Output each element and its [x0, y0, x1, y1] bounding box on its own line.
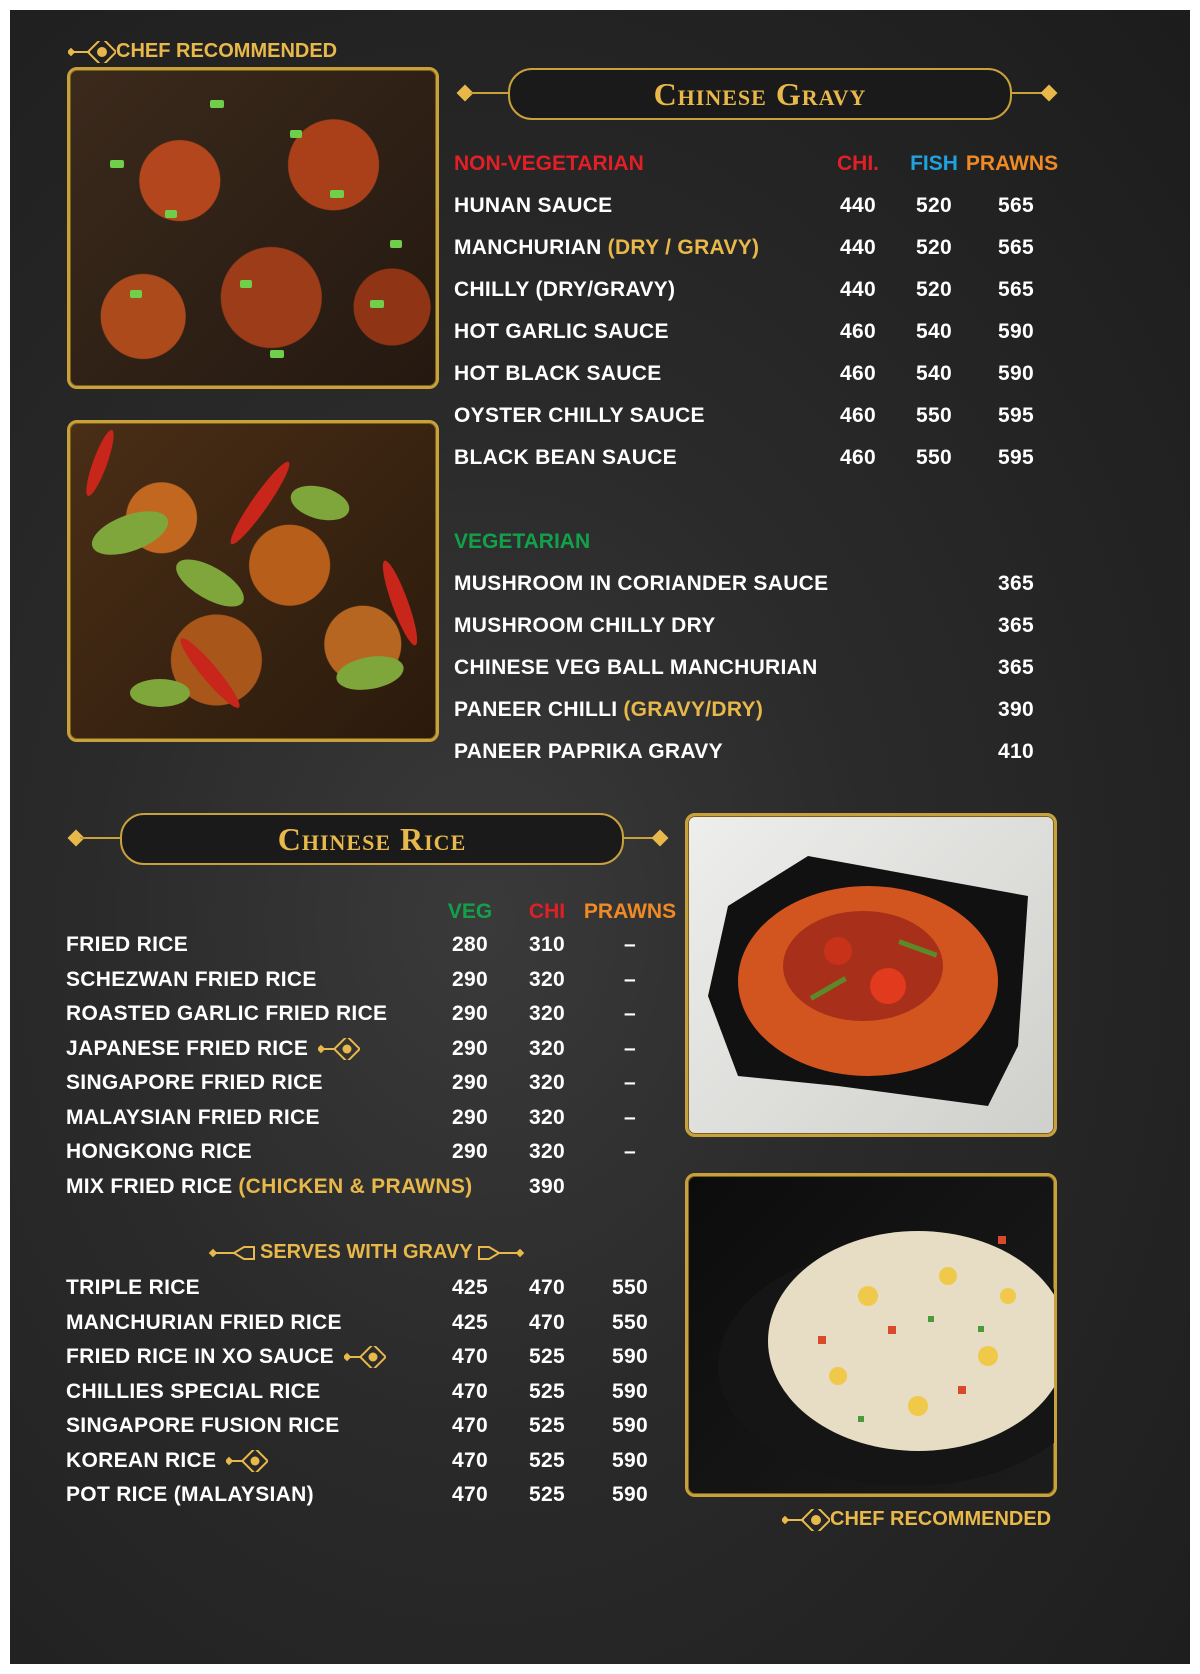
price-prawns: – — [624, 967, 636, 991]
price-prawns: – — [624, 1105, 636, 1129]
chef-badge-icon — [68, 41, 116, 63]
item-name: CHINESE VEG BALL MANCHURIAN — [454, 656, 818, 679]
item-name: FRIED RICE IN XO SAUCE — [66, 1345, 334, 1368]
item-name-row — [454, 572, 828, 596]
price-prawns: – — [624, 933, 636, 956]
price-fish: 550 — [916, 446, 952, 469]
price-prawns: 590 — [612, 1379, 648, 1403]
price-chi: 440 — [840, 236, 876, 259]
item-name: MUSHROOM IN CORIANDER SAUCE — [454, 572, 829, 595]
item-name: HOT GARLIC SAUCE — [454, 320, 669, 343]
rice-banner-diamond-right — [652, 830, 669, 847]
item-name-row — [454, 404, 705, 428]
price-veg: 470 — [452, 1379, 488, 1403]
price-prawns: – — [624, 1071, 636, 1094]
ornament-right-icon — [477, 1243, 525, 1263]
ornament-left-icon — [208, 1243, 256, 1263]
item-name: FRIED RICE — [66, 933, 189, 956]
price-prawns: 590 — [998, 362, 1034, 385]
price-prawns: 565 — [998, 278, 1034, 301]
price-chi: 460 — [840, 446, 876, 469]
veg-label: VEGETARIAN — [454, 530, 591, 553]
item-name-row — [66, 1483, 314, 1507]
item-name: ROASTED GARLIC FRIED RICE — [66, 1002, 388, 1025]
item-name-row — [66, 1276, 200, 1300]
item-name: MUSHROOM CHILLY DRY — [454, 614, 716, 637]
price-chi: 460 — [840, 362, 876, 385]
item-name: BLACK BEAN SAUCE — [454, 446, 677, 469]
price-chi: 320 — [529, 967, 565, 991]
item-name-row — [454, 446, 677, 470]
price-chi: 390 — [529, 1174, 565, 1198]
dish-photo-chilli — [67, 420, 439, 742]
item-note: (GRAVY/DRY) — [623, 698, 764, 721]
price: 410 — [998, 740, 1034, 763]
rice-col-header-chi: CHI — [528, 900, 566, 923]
chef-badge-icon — [344, 1346, 386, 1368]
serves-with-gravy-label: SERVES WITH GRAVY — [260, 1241, 473, 1263]
col-header-fish: FISH — [910, 152, 958, 175]
price-veg: 280 — [452, 933, 488, 956]
item-name-row — [454, 740, 723, 764]
price-veg: 470 — [452, 1414, 488, 1437]
item-note: (CHICKEN & PRAWNS) — [238, 1174, 473, 1198]
rice-banner-line-left — [80, 837, 122, 839]
section-title-rice: Chinese Rice — [277, 820, 467, 857]
item-name: PANEER PAPRIKA GRAVY — [454, 740, 723, 763]
col-header-prawns: PRAWNS — [965, 152, 1059, 175]
item-name: CHILLIES SPECIAL RICE — [66, 1379, 321, 1403]
item-name-row — [454, 278, 675, 302]
item-name: TRIPLE RICE — [66, 1276, 200, 1299]
price-veg: 290 — [452, 967, 488, 991]
price-chi: 440 — [840, 278, 876, 301]
item-note: (DRY / GRAVY) — [607, 236, 760, 259]
item-name-row — [66, 1311, 342, 1335]
serves-with-gravy-divider — [208, 1241, 525, 1264]
item-name: HUNAN SAUCE — [454, 194, 613, 217]
item-name-row — [454, 236, 759, 260]
price-veg: 290 — [452, 1002, 488, 1025]
nonveg-label: NON-VEGETARIAN — [454, 152, 644, 175]
price-veg: 470 — [452, 1345, 488, 1368]
price-veg: 470 — [452, 1483, 488, 1506]
price: 390 — [998, 698, 1034, 721]
item-name: SINGAPORE FUSION RICE — [66, 1414, 340, 1437]
item-name-row — [454, 320, 669, 344]
price-veg: 290 — [452, 1036, 488, 1060]
price-chi: 310 — [529, 933, 565, 956]
col-header-chi: CHI. — [837, 152, 879, 175]
item-name: MANCHURIAN — [454, 236, 602, 259]
price-chi: 525 — [529, 1379, 565, 1403]
price-chi: 440 — [840, 194, 876, 217]
item-name: SINGAPORE FRIED RICE — [66, 1071, 323, 1094]
dish-photo-schezwan-rice — [685, 813, 1057, 1137]
chef-badge-icon — [318, 1038, 360, 1060]
price-fish: 540 — [916, 320, 952, 343]
dish-photo-manchurian — [67, 67, 439, 389]
price-prawns: 595 — [998, 446, 1034, 469]
price-prawns: 550 — [612, 1310, 648, 1334]
price-prawns: 590 — [612, 1345, 648, 1368]
price-prawns: 595 — [998, 404, 1034, 427]
price-chi: 470 — [529, 1310, 565, 1334]
price-prawns: 550 — [612, 1276, 648, 1299]
item-name-row — [66, 933, 188, 957]
price-veg: 290 — [452, 1105, 488, 1129]
item-name-row — [66, 1175, 472, 1199]
price-veg: 290 — [452, 1071, 488, 1094]
price-chi: 525 — [529, 1483, 565, 1506]
item-name: PANEER CHILLI — [454, 698, 618, 721]
price-fish: 520 — [916, 236, 952, 259]
price-fish: 520 — [916, 278, 952, 301]
price-chi: 320 — [529, 1105, 565, 1129]
item-name: JAPANESE FRIED RICE — [66, 1036, 309, 1060]
chef-recommended-label: CHEF RECOMMENDED — [830, 1508, 1052, 1530]
price-chi: 525 — [529, 1414, 565, 1437]
price-prawns: 590 — [998, 320, 1034, 343]
rice-col-header-veg: VEG — [447, 900, 493, 923]
item-name: MALAYSIAN FRIED RICE — [66, 1105, 320, 1129]
item-name: KOREAN RICE — [66, 1448, 217, 1472]
banner-line-left — [470, 92, 510, 94]
price-veg: 425 — [452, 1310, 488, 1334]
section-banner-gravy — [508, 68, 1012, 120]
item-name: CHILLY (DRY/GRAVY) — [454, 278, 676, 301]
item-name-row — [66, 968, 317, 992]
item-name-row — [454, 698, 763, 722]
dish-photo-fried-rice — [685, 1173, 1057, 1497]
chef-recommended-label: CHEF RECOMMENDED — [116, 40, 338, 62]
price-prawns: 590 — [612, 1448, 648, 1472]
item-name: HONGKONG RICE — [66, 1140, 252, 1163]
price-veg: 290 — [452, 1140, 488, 1163]
item-name-row — [66, 1449, 268, 1473]
item-name-row — [66, 1106, 320, 1130]
price: 365 — [998, 656, 1034, 679]
menu-page — [10, 10, 1190, 1664]
price-prawns: – — [624, 1002, 636, 1025]
item-name-row — [454, 194, 612, 218]
price-fish: 520 — [916, 194, 952, 217]
chef-badge-icon — [782, 1509, 830, 1531]
item-name: MIX FRIED RICE — [66, 1174, 233, 1198]
price-prawns: – — [624, 1036, 636, 1060]
section-title-gravy: Chinese Gravy — [653, 75, 867, 112]
item-name-row — [66, 1414, 340, 1438]
chef-recommended-bottom — [782, 1508, 1051, 1531]
section-banner-rice — [120, 813, 624, 865]
item-name-row — [66, 1140, 252, 1164]
price-chi: 320 — [529, 1071, 565, 1094]
item-name-row — [66, 1345, 386, 1369]
chef-badge-icon — [226, 1450, 268, 1472]
price-chi: 320 — [529, 1002, 565, 1025]
banner-diamond-right — [1041, 85, 1058, 102]
price-chi: 320 — [529, 1140, 565, 1163]
price-veg: 425 — [452, 1276, 488, 1299]
chef-recommended-top — [68, 40, 337, 63]
item-name-row — [454, 362, 662, 386]
price: 365 — [998, 572, 1034, 595]
item-name-row — [66, 1380, 320, 1404]
price: 365 — [998, 614, 1034, 637]
price-prawns: 565 — [998, 236, 1034, 259]
item-name: SCHEZWAN FRIED RICE — [66, 967, 317, 991]
price-chi: 460 — [840, 404, 876, 427]
price-chi: 525 — [529, 1448, 565, 1472]
item-name: POT RICE (MALAYSIAN) — [66, 1483, 314, 1506]
price-fish: 550 — [916, 404, 952, 427]
item-name-row — [66, 1002, 387, 1026]
item-name: MANCHURIAN FRIED RICE — [66, 1310, 342, 1334]
price-prawns: 590 — [612, 1414, 648, 1437]
price-chi: 320 — [529, 1036, 565, 1060]
price-prawns: 565 — [998, 194, 1034, 217]
price-veg: 470 — [452, 1448, 488, 1472]
price-prawns: 590 — [612, 1483, 648, 1506]
item-name: HOT BLACK SAUCE — [454, 362, 662, 385]
rice-col-header-prawns: PRAWNS — [583, 900, 677, 923]
price-chi: 460 — [840, 320, 876, 343]
item-name: OYSTER CHILLY SAUCE — [454, 404, 705, 427]
price-chi: 525 — [529, 1345, 565, 1368]
price-prawns: – — [624, 1140, 636, 1163]
item-name-row — [454, 656, 818, 680]
item-name-row — [66, 1071, 323, 1095]
price-chi: 470 — [529, 1276, 565, 1299]
item-name-row — [66, 1037, 360, 1061]
price-fish: 540 — [916, 362, 952, 385]
item-name-row — [454, 614, 716, 638]
